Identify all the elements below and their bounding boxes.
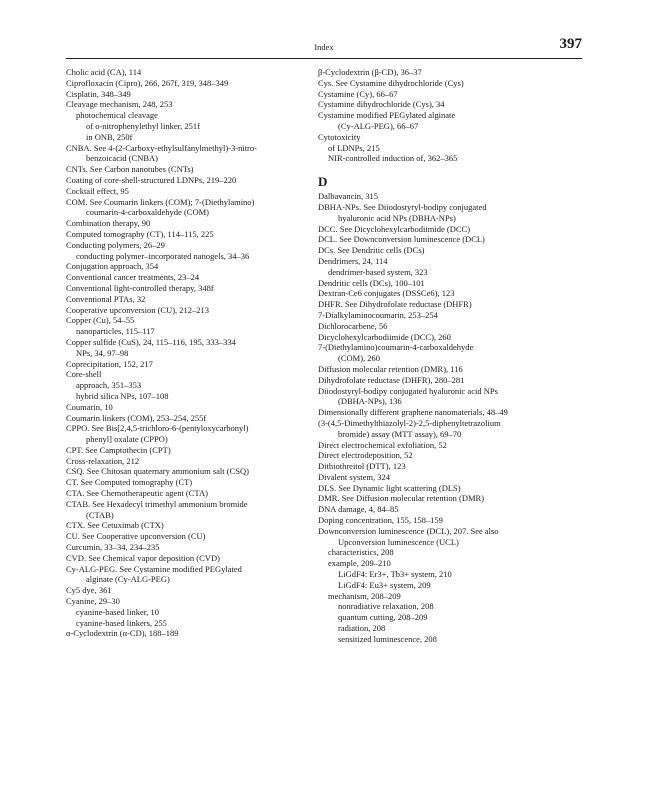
index-entry: NIR-controlled induction of, 362–365 xyxy=(328,153,458,164)
index-entry: Copper sulfide (CuS), 24, 115–116, 195, 333–334 xyxy=(66,336,236,347)
index-entry: LiGdF4: Eu3+ system, 209 xyxy=(338,579,431,590)
index-entry: Dichlorocarbene, 56 xyxy=(318,320,388,331)
running-head: Index xyxy=(314,42,334,52)
index-entry: Conducting polymers, 26–29 xyxy=(66,239,165,250)
section-letter: D xyxy=(318,174,328,190)
index-column-left xyxy=(66,67,316,639)
index-column-right xyxy=(318,67,568,645)
index-entry: Curcumin, 33–34, 234–235 xyxy=(66,542,160,553)
index-entry: Core-shell xyxy=(66,369,102,380)
index-entry: β-Cyclodextrin (β-CD), 36–37 xyxy=(318,67,422,77)
index-entry: CU. See Cooperative upconversion (CU) xyxy=(66,531,206,542)
index-entry: CTX. See Cetuximab (CTX) xyxy=(66,520,164,531)
index-entry: DHFR. See Dihydrofolate reductase (DHFR) xyxy=(318,299,472,310)
index-entry: NPs, 34, 97–98 xyxy=(76,347,129,358)
index-entry: (Cy-ALG-PEG), 66–67 xyxy=(338,120,419,131)
index-entry: Conventional cancer treatments, 23–24 xyxy=(66,272,200,283)
index-entry: mechanism, 208–209 xyxy=(328,590,401,601)
index-entry: cyanine-based linker, 10 xyxy=(76,606,159,617)
index-entry: Cys. See Cystamine dihydrochloride (Cys) xyxy=(318,77,464,88)
index-entry: CVD. See Chemical vapor deposition (CVD) xyxy=(66,552,220,563)
index-entry: nonradiative relaxation, 208 xyxy=(338,601,434,612)
index-entry: Dendrimers, 24, 114 xyxy=(318,255,388,266)
index-entry: nanoparticles, 115–117 xyxy=(76,326,155,337)
index-entry: phenyl] oxalate (CPPO) xyxy=(86,434,168,445)
index-entry: conducting polymer–incorporated nanogels, 34–36 xyxy=(76,250,250,261)
page-header xyxy=(66,36,582,58)
index-entry: (COM), 260 xyxy=(338,353,381,364)
index-entry: photochemical cleavage xyxy=(76,110,158,121)
index-entry: Cystamine (Cy), 66–67 xyxy=(318,88,398,99)
index-entry: benzoicacid (CNBA) xyxy=(86,153,158,164)
page-number: 397 xyxy=(559,36,582,52)
index-entry: Dendritic cells (DCs), 100–101 xyxy=(318,277,425,288)
index-entry: Cholic acid (CA), 114 xyxy=(66,67,142,77)
index-entry: coumarin-4-carboxaldehyde (COM) xyxy=(86,207,209,218)
index-entry: Cocktail effect, 95 xyxy=(66,185,129,196)
index-entry: DCL. See Downconversion luminescence (DCL) xyxy=(318,234,485,245)
index-entry: CSQ. See Chitosan quaternary ammonium salt (CSQ) xyxy=(66,466,249,477)
index-entry: Coprecipitation, 152, 217 xyxy=(66,358,153,369)
index-entry: Cross-relaxation, 212 xyxy=(66,455,140,466)
index-entry: Computed tomography (CT), 114–115, 225 xyxy=(66,228,214,239)
index-entry: Dalbavancin, 315 xyxy=(318,191,378,202)
header-rule xyxy=(66,58,582,59)
index-entry: Diiodostyryl-bodipy conjugated hyaluronic acid NPs xyxy=(318,385,498,396)
index-entry: Conjugation approach, 354 xyxy=(66,261,159,272)
index-entry: Divalent system, 324 xyxy=(318,471,391,482)
index-entry: (DBHA-NPs), 136 xyxy=(338,396,402,407)
index-entry: Cytotoxicity xyxy=(318,131,361,142)
index-entry: Cystamine dihydrochloride (Cys), 34 xyxy=(318,99,445,110)
index-entry: CPT. See Camptothecin (CPT) xyxy=(66,444,171,455)
index-entry: hybrid silica NPs, 107–108 xyxy=(76,390,169,401)
index-entry: CNTs. See Carbon nanotubes (CNTs) xyxy=(66,164,194,175)
index-entry: Cy-ALG-PEG. See Cystamine modified PEGylated xyxy=(66,563,242,574)
index-entry: Conventional light-controlled therapy, 348f xyxy=(66,282,214,293)
index-entry: Ciprofloxacin (Cipro), 266, 267f, 319, 348–349 xyxy=(66,77,229,88)
index-entry: α-Cyclodextrin (α-CD), 188–189 xyxy=(66,628,179,639)
index-entry: Cystamine modified PEGylated alginate xyxy=(318,110,456,121)
index-entry: of LDNPs, 215 xyxy=(328,142,380,153)
index-entry: dendrimer-based system, 323 xyxy=(328,266,428,277)
index-entry: Doping concentration, 155, 158–159 xyxy=(318,515,443,526)
index-entry: DNA damage, 4, 84–85 xyxy=(318,504,399,515)
index-entry: characteristics, 208 xyxy=(328,547,394,558)
index-entry: hyaluronic acid NPs (DBHA-NPs) xyxy=(338,212,456,223)
index-entry: LiGdF4: Er3+, Tb3+ system, 210 xyxy=(338,569,452,580)
index-entry: CTA. See Chemotherapeutic agent (CTA) xyxy=(66,488,208,499)
index-entry: of o-nitrophenylethyl linker, 251f xyxy=(86,120,200,131)
index-entry: Cooperative upconversion (CU), 212–213 xyxy=(66,304,210,315)
index-entry: sensitized luminescence, 208 xyxy=(338,633,437,644)
index-entry: Coating of core-shell-structured LDNPs, 219–220 xyxy=(66,174,237,185)
index-entry: example, 209–210 xyxy=(328,558,391,569)
index-entry: in ONB, 250f xyxy=(86,131,133,142)
index-entry: Direct electrochemical exfoliation, 52 xyxy=(318,439,447,450)
index-entry: Upconversion luminescence (UCL) xyxy=(338,536,459,547)
index-entry: COM. See Coumarin linkers (COM); 7-(Diethylamino) xyxy=(66,196,255,207)
index-entry: Dihydrofolate reductase (DHFR), 280–281 xyxy=(318,374,465,385)
index-entry: DCs. See Dendritic cells (DCs) xyxy=(318,245,425,256)
section-gap xyxy=(318,164,568,172)
index-entry: Downconversion luminescence (DCL), 207. See also xyxy=(318,525,499,536)
index-entry: CPPO. See Bis[2,4,5-trichloro-6-(pentyloxycarbonyl) xyxy=(66,423,249,434)
index-entry: approach, 351–353 xyxy=(76,380,142,391)
index-entry: DBHA-NPs. See Diiodostyryl-bodipy conjugated xyxy=(318,201,487,212)
index-entry: DCC. See Dicyclohexylcarbodiimide (DCC) xyxy=(318,223,471,234)
index-entry: quantum cutting, 208–209 xyxy=(338,612,428,623)
index-entry: cyanine-based linkers, 255 xyxy=(76,617,167,628)
index-entry: DLS. See Dynamic light scattering (DLS) xyxy=(318,482,461,493)
index-entry: Dicyclohexylcarbodiimide (DCC), 260 xyxy=(318,331,451,342)
index-entry: Cyanine, 29–30 xyxy=(66,596,120,607)
index-entry: bromide) assay (MTT assay), 69–70 xyxy=(338,428,462,439)
index-entry: Copper (Cu), 54–55 xyxy=(66,315,135,326)
index-entry: DMR. See Diffusion molecular retention (DMR) xyxy=(318,493,485,504)
index-entry: Dithiothreitol (DTT), 123 xyxy=(318,461,406,472)
index-entry: Cy5 dye, 361 xyxy=(66,585,112,596)
index-entry: CTAB. See Hexadecyl trimethyl ammonium bromide xyxy=(66,498,248,509)
index-entry: Coumarin, 10 xyxy=(66,401,113,412)
index-entry: 7-Dialkylaminocoumarin, 253–254 xyxy=(318,309,438,320)
index-entry: CNBA. See 4-(2-Carboxy-ethylsulfanylmethyl)-3-nitro- xyxy=(66,142,257,153)
index-entry: Combination therapy, 90 xyxy=(66,218,151,229)
index-entry: 7-(Diethylamino)coumarin-4-carboxaldehyde xyxy=(318,342,474,353)
index-entry: (CTAB) xyxy=(86,509,114,520)
index-entry: (3-(4,5-Dimethylthiazolyl-2)-2,5-diphenyltetrazolium xyxy=(318,417,501,428)
index-entry: Coumarin linkers (COM), 253–254, 255f xyxy=(66,412,207,423)
index-entry: Cisplatin, 348–349 xyxy=(66,88,131,99)
index-entry: CT. See Computed tomography (CT) xyxy=(66,477,193,488)
index-entry: Dextran-Ce6 conjugates (DSSCe6), 123 xyxy=(318,288,455,299)
index-entry: Conventional PTAs, 32 xyxy=(66,293,146,304)
index-entry: Direct electrodeposition, 52 xyxy=(318,450,413,461)
index-entry: Cleavage mechanism, 248, 253 xyxy=(66,99,173,110)
index-entry: alginate (Cy-ALG-PEG) xyxy=(86,574,170,585)
index-entry: Diffusion molecular retention (DMR), 116 xyxy=(318,363,463,374)
index-entry: Dimensionally different graphene nanomaterials, 48–49 xyxy=(318,407,508,418)
index-entry: radiation, 208 xyxy=(338,623,386,634)
